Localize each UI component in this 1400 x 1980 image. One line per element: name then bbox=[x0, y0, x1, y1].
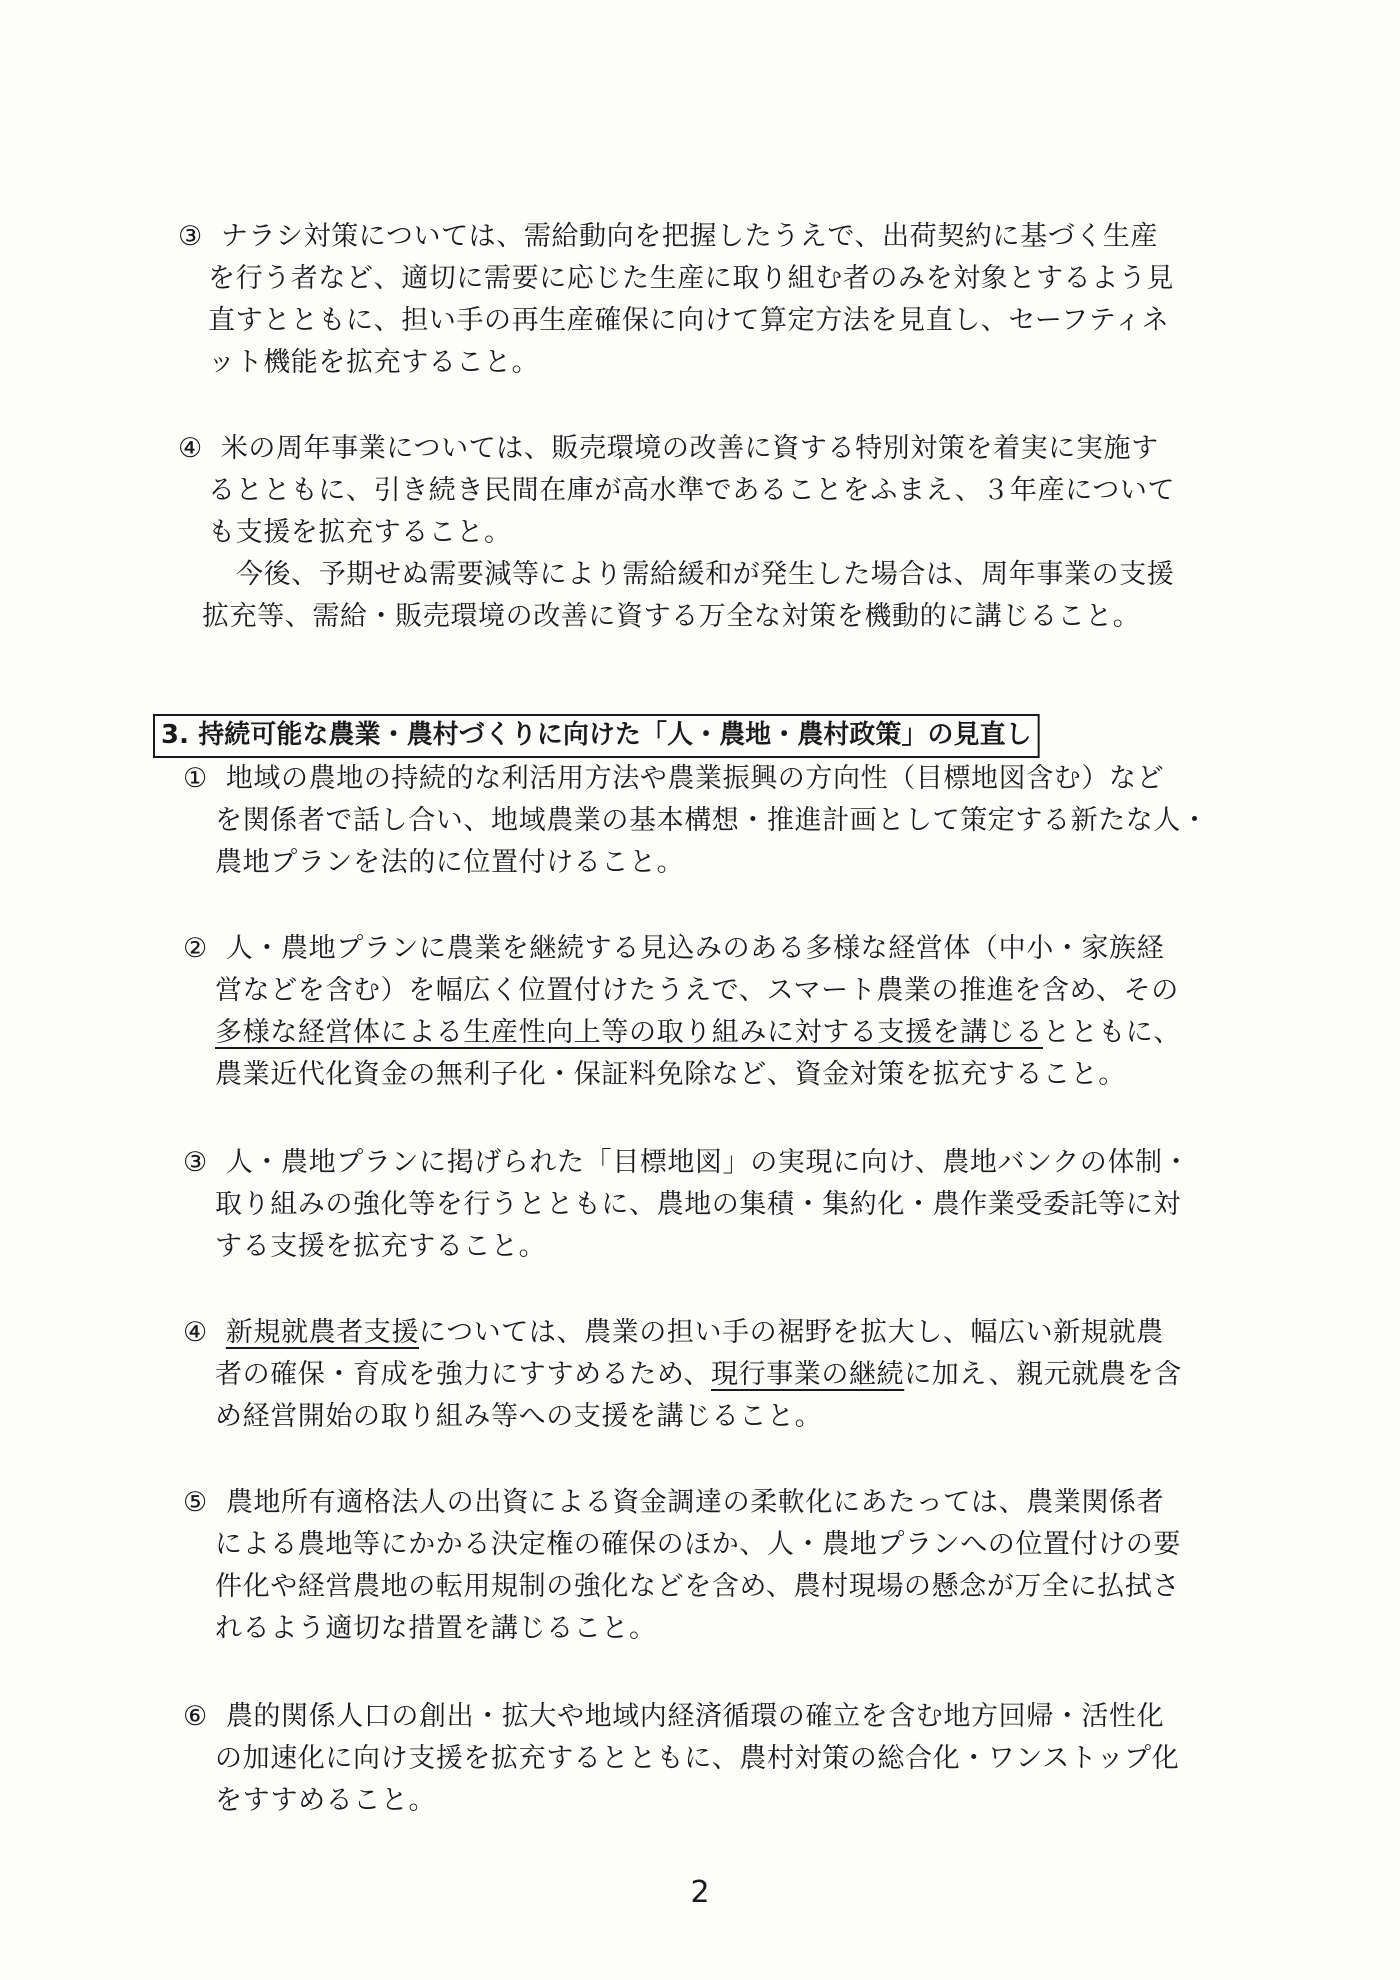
paragraph-line: も支援を拡充すること。 bbox=[208, 517, 512, 548]
paragraph-line: 者の確保・育成を強力にすすめるため、 bbox=[215, 1359, 711, 1390]
item-number: ④ bbox=[183, 1317, 208, 1348]
paragraph-s2-item4 bbox=[178, 428, 1175, 638]
paragraph-line: 今後、予期せぬ需要減等により需給緩和が発生した場合は、周年事業の支援 bbox=[236, 559, 1175, 590]
underlined-text: 現行事業の継続 bbox=[711, 1359, 905, 1390]
item-number: ⑥ bbox=[183, 1701, 208, 1732]
paragraph-line: とともに、 bbox=[1043, 1017, 1181, 1048]
item-number: ② bbox=[183, 933, 208, 964]
paragraph-line: 直すとともに、担い手の再生産確保に向けて算定方法を見直し、セーフティネ bbox=[208, 305, 1170, 336]
paragraph-line: 拡充等、需給・販売環境の改善に資する万全な対策を機動的に講じること。 bbox=[202, 601, 1141, 632]
paragraph-line: 人・農地プランに農業を継続する見込みのある多様な経営体（中小・家族経 bbox=[225, 933, 1165, 964]
item-number: ④ bbox=[178, 433, 203, 464]
paragraph-line: め経営開始の取り組み等への支援を講じること。 bbox=[215, 1401, 823, 1432]
paragraph-s3-item5 bbox=[183, 1482, 1181, 1650]
section-heading: 3. 持続可能な農業・農村づくりに向けた「人・農地・農村政策」の見直し bbox=[153, 714, 1040, 758]
paragraph-line: 農地プランを法的に位置付けること。 bbox=[215, 847, 685, 878]
item-number: ③ bbox=[183, 1147, 208, 1178]
paragraph-line: による農地等にかかる決定権の確保のほか、人・農地プランへの位置付けの要 bbox=[215, 1529, 1181, 1560]
paragraph-s3-item6 bbox=[183, 1696, 1179, 1822]
paragraph-s3-item2 bbox=[183, 928, 1181, 1096]
paragraph-line: 農業近代化資金の無利子化・保証料免除など、資金対策を拡充すること。 bbox=[215, 1059, 1126, 1090]
paragraph-line: るとともに、引き続き民間在庫が高水準であることをふまえ、３年産について bbox=[208, 475, 1176, 506]
paragraph-line: の加速化に向け支援を拡充するとともに、農村対策の総合化・ワンストップ化 bbox=[215, 1743, 1180, 1774]
paragraph-line: れるよう適切な措置を講じること。 bbox=[215, 1613, 657, 1644]
item-number: ③ bbox=[178, 221, 203, 252]
underlined-text: 新規就農者支援 bbox=[225, 1317, 420, 1348]
paragraph-s3-item4 bbox=[183, 1312, 1182, 1438]
paragraph-s3-item1 bbox=[183, 758, 1209, 884]
paragraph-line: をすすめること。 bbox=[215, 1785, 437, 1816]
paragraph-line: 件化や経営農地の転用規制の強化などを含め、農村現場の懸念が万全に払拭さ bbox=[215, 1571, 1180, 1602]
paragraph-line: 米の周年事業については、販売環境の改善に資する特別対策を着実に実施す bbox=[220, 433, 1159, 464]
paragraph-line: ナラシ対策については、需給動向を把握したうえで、出荷契約に基づく生産 bbox=[220, 221, 1159, 252]
underlined-text: 多様な経営体による生産性向上等の取り組みに対する支援を講じる bbox=[215, 1017, 1043, 1048]
paragraph-line: を行う者など、適切に需要に応じた生産に取り組む者のみを対象とするよう見 bbox=[208, 263, 1174, 294]
paragraph-line: 農的関係人口の創出・拡大や地域内経済循環の確立を含む地方回帰・活性化 bbox=[225, 1701, 1165, 1732]
paragraph-s3-item3 bbox=[183, 1142, 1190, 1268]
paragraph-s2-item3 bbox=[178, 216, 1174, 384]
paragraph-line: 営などを含む）を幅広く位置付けたうえで、スマート農業の推進を含め、その bbox=[215, 975, 1179, 1006]
page-number: 2 bbox=[690, 1875, 710, 1910]
paragraph-line: 地域の農地の持続的な利活用方法や農業振興の方向性（目標地図含む）など bbox=[225, 763, 1165, 794]
paragraph-line: 農地所有適格法人の出資による資金調達の柔軟化にあたっては、農業関係者 bbox=[225, 1487, 1165, 1518]
paragraph-line: を関係者で話し合い、地域農業の基本構想・推進計画として策定する新たな人・ bbox=[215, 805, 1209, 836]
paragraph-line: ット機能を拡充すること。 bbox=[208, 347, 540, 378]
paragraph-line: する支援を拡充すること。 bbox=[215, 1231, 547, 1262]
item-number: ⑤ bbox=[183, 1487, 208, 1518]
paragraph-line: 人・農地プランに掲げられた「目標地図」の実現に向け、農地バンクの体制・ bbox=[225, 1147, 1191, 1178]
paragraph-line: については、農業の担い手の裾野を拡大し、幅広い新規就農 bbox=[419, 1317, 1164, 1348]
item-number: ① bbox=[183, 763, 208, 794]
paragraph-line: に加え、親元就農を含 bbox=[904, 1359, 1182, 1390]
paragraph-line: 取り組みの強化等を行うとともに、農地の集積・集約化・農作業受委託等に対 bbox=[215, 1189, 1181, 1220]
